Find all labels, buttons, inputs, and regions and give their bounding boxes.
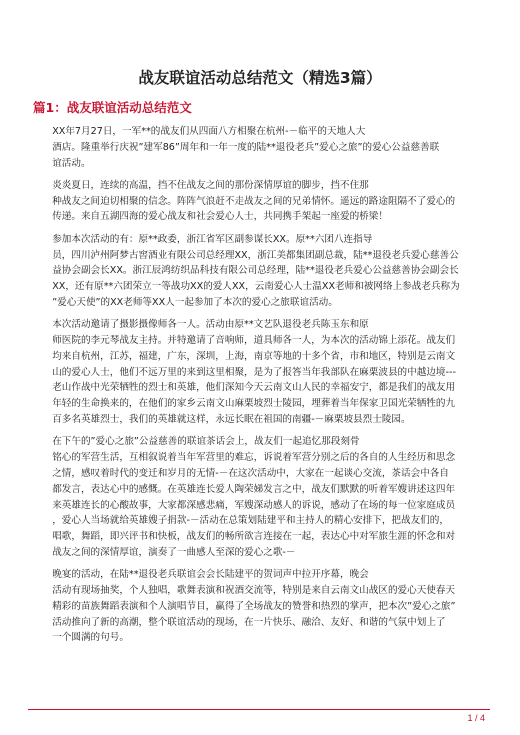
paragraph-line: 参加本次活动的有：原**政委，浙江省军区副参谋长XX。原**六团八连指导	[52, 233, 373, 245]
paragraph-line: 晚宴的活动，在陆**退役老兵联谊会会长陆建平的贺词声中拉开序幕，晚会	[52, 569, 369, 581]
paragraph-line: 唱歌，舞蹈，即兴评书和快板，战友们的畅所欲言连接在一起，表达心中对军旅生涯的怀念和对	[52, 531, 456, 543]
paragraph-line: 酒店。隆重举行庆祝”建军86”周年和一年一度的陆**退役老兵”爱心之旅”的爱心公益慈善联	[52, 141, 440, 153]
paragraph-line: ，爱心人当场就给英雄嫂子捐款-－活动在总策划陆建平和主持人的精心安排下，把战友们的，	[52, 515, 449, 527]
document-title: 战友联谊活动总结范文（精选3篇）	[138, 69, 382, 87]
page-number: 1 / 4	[467, 713, 485, 723]
paragraph-line: 员，四川泸州阿梦古窖酒业有限公司总经理XX，浙江美都集团副总裁，陆**退役老兵爱心慈善公	[52, 249, 459, 261]
paragraph-line: 在下午的”爱心之旅”公益慈善的联谊茶话会上，战友们一起追忆那段刻骨	[52, 436, 360, 448]
paragraph-line: 老山作战中光荣牺牲的烈士和英雄，他们深知今天云南文山人民的幸福安宁，都是我们的战友用	[52, 382, 456, 394]
paragraph-line: 谊活动。	[52, 157, 91, 169]
section-heading: 篇1：战友联谊活动总结范文	[33, 100, 192, 115]
paragraph	[33, 178, 489, 225]
paragraph-line: 百多名英雄烈士，我们的英雄就这样，永远长眠在祖国的南疆-－麻栗坡县烈士陵园。	[52, 414, 411, 426]
paragraph	[33, 317, 489, 428]
paragraph-line: 师医院的李元琴战友主持。并特邀请了音响师，道具师各一人，为本次的活动锦上添花。战友们	[52, 335, 456, 347]
paragraph-line: 之情，感叹着时代的变迁和岁月的无情-－在这次活动中，大家在一起谈心交流，茶话会中各自	[52, 467, 449, 479]
paragraph-line: 山的爱心人士，他们不远万里的来到这里相聚，是为了报答当年我部队在麻栗波县的中越边境---	[52, 366, 456, 378]
footer-divider	[28, 709, 490, 710]
paragraph-line: XX年7月27日，一军**的战友们从四面八方相聚在杭州-－临平的天地人大	[52, 126, 366, 137]
paragraph-line: 种战友之间迫切相聚的信念。阵阵气浪赶不走战友之间的兄弟情怀。遥远的路途阻隔不了爱心的	[52, 195, 456, 207]
paragraph-line: 炎炎夏日，连续的高温，挡不住战友之间的那份深情厚谊的脚步，挡不住那	[52, 179, 369, 191]
paragraph-line: 战友之间的深情厚谊，演奏了一曲感人至深的爱心之歌-－	[52, 546, 296, 558]
paragraph-line: 来英雄连长的心酸故事，大家都深感悲痛，军嫂深动感人的诉说，感动了在场的每一位家庭成员	[52, 499, 456, 511]
paragraph-line: 传递。来自五湖四海的爱心战友和社会爱心人士，共同携手架起一座爱的桥梁！	[52, 211, 388, 223]
paragraph-line: 本次活动邀请了摄影摄像师各一人。活动由原**文艺队退役老兵陈玉东和原	[52, 319, 369, 331]
paragraph	[33, 567, 489, 646]
paragraph-line: XX，还有原**六团荣立一等战功XX的爱人XX，云南爱心人士温XX老师和被网络上参战老兵称为	[52, 281, 460, 293]
paragraph	[33, 124, 489, 171]
paragraph-line: 均来自杭州，江苏，福建，广东，深圳，上海，南京等地的十多个省，市和地区，特别是云南文	[52, 350, 456, 362]
paragraph-line: 都发言，表达心中的感慨。在英雄连长爱人陶荣娣发言之中，战友们默默的听着军嫂讲述这四年	[52, 483, 456, 495]
paragraph-line: 益协会副会长XX。浙江辰鸿纺织品科技有限公司总经理，陆**退役老兵爱心公益慈善协会副会长	[52, 265, 459, 277]
paragraph-line: 活动有现场抽奖，个人独唱，歌舞表演和祝酒交流等，特别是来自云南文山战区的爱心天使春天	[52, 585, 456, 597]
paragraph	[33, 232, 489, 311]
document-body	[33, 124, 489, 653]
paragraph-line: 一个圆满的句号。	[52, 632, 129, 644]
paragraph-line: 活动推向了新的高潮，整个联谊活动的现场，在一片快乐、融洽、友好、和谐的气氛中划上了	[52, 616, 446, 628]
paragraph	[33, 434, 489, 560]
paragraph-line: 精彩的苗族舞蹈表演和个人演唱节目，赢得了全场战友的赞誉和热烈的掌声，把本次”爱心之旅”	[52, 600, 456, 612]
paragraph-line: 铭心的军营生活，互相叙说着当年军营里的难忘，诉说着军营分别之后的各自的人生经历和思念	[52, 452, 456, 464]
paragraph-line: ”爱心天使”的XX老师等XX人一起参加了本次的爱心之旅联谊活动。	[52, 296, 338, 308]
paragraph-line: 年轻的生命换来的，在他们的家乡云南文山麻栗坡烈士陵园，埋葬着当年保家卫国光荣牺牲的九	[52, 398, 456, 410]
